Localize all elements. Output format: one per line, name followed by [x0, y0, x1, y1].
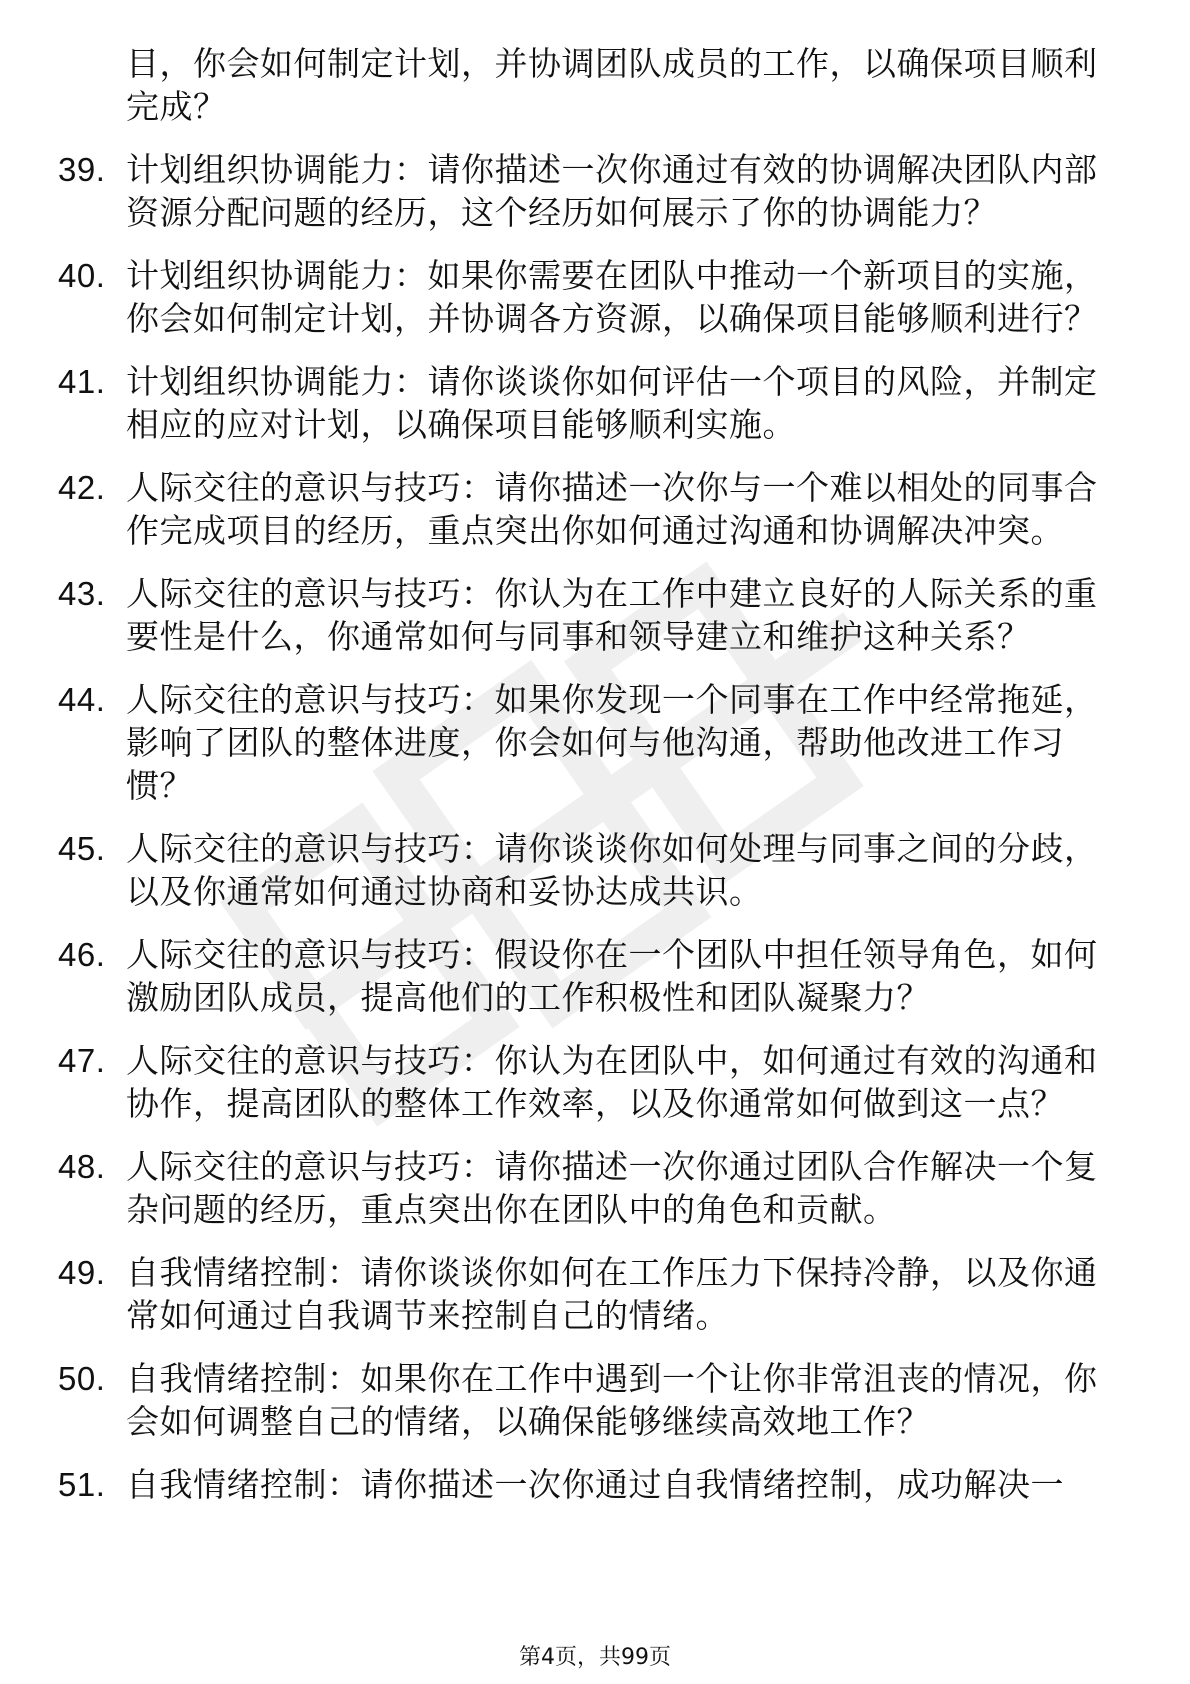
- question-text: 计划组织协调能力：如果你需要在团队中推动一个新项目的实施，你会如何制定计划，并协调各方资源，以确保项目能够顺利进行？: [126, 256, 1098, 338]
- list-item: [0, 466, 1190, 552]
- question-number: 51.: [58, 1466, 106, 1503]
- list-item: [0, 1251, 1190, 1337]
- question-text: 人际交往的意识与技巧：请你描述一次你与一个难以相处的同事合作完成项目的经历，重点突出你如何通过沟通和协调解决冲突。: [126, 468, 1098, 550]
- list-item: [0, 1463, 1190, 1506]
- question-text: 计划组织协调能力：请你描述一次你通过有效的协调解决团队内部资源分配问题的经历，这个经历如何展示了你的协调能力？: [126, 150, 1098, 232]
- question-text: 人际交往的意识与技巧：如果你发现一个同事在工作中经常拖延，影响了团队的整体进度，你会如何与他沟通，帮助他改进工作习惯？: [126, 680, 1098, 805]
- question-text: 自我情绪控制：请你描述一次你通过自我情绪控制，成功解决一: [126, 1465, 1064, 1504]
- question-number: 46.: [58, 936, 106, 973]
- question-number: 40.: [58, 257, 106, 294]
- question-list: [0, 42, 1190, 1526]
- question-number: 44.: [58, 681, 106, 718]
- list-item: [0, 1357, 1190, 1443]
- question-number: 41.: [58, 363, 106, 400]
- page-footer: 第4页，共99页: [519, 1645, 671, 1670]
- list-item-continuation: [0, 42, 1190, 128]
- question-number: 48.: [58, 1148, 106, 1185]
- question-number: 39.: [58, 151, 106, 188]
- list-item: [0, 254, 1190, 340]
- question-text: 人际交往的意识与技巧：请你描述一次你通过团队合作解决一个复杂问题的经历，重点突出你在团队中的角色和贡献。: [126, 1147, 1098, 1229]
- list-item: [0, 678, 1190, 807]
- question-number: 50.: [58, 1360, 106, 1397]
- question-number: 49.: [58, 1254, 106, 1291]
- question-number: 45.: [58, 830, 106, 867]
- question-text: 人际交往的意识与技巧：你认为在工作中建立良好的人际关系的重要性是什么，你通常如何与同事和领导建立和维护这种关系？: [126, 574, 1098, 656]
- question-text: 计划组织协调能力：请你谈谈你如何评估一个项目的风险，并制定相应的应对计划，以确保项目能够顺利实施。: [126, 362, 1098, 444]
- question-text: 自我情绪控制：请你谈谈你如何在工作压力下保持冷静，以及你通常如何通过自我调节来控制自己的情绪。: [126, 1253, 1098, 1335]
- list-item: [0, 933, 1190, 1019]
- question-text: 人际交往的意识与技巧：请你谈谈你如何处理与同事之间的分歧，以及你通常如何通过协商和妥协达成共识。: [126, 829, 1098, 911]
- question-text: 自我情绪控制：如果你在工作中遇到一个让你非常沮丧的情况，你会如何调整自己的情绪，以确保能够继续高效地工作？: [126, 1359, 1098, 1441]
- question-text: 目，你会如何制定计划，并协调团队成员的工作，以确保项目顺利完成？: [126, 44, 1098, 126]
- list-item: [0, 827, 1190, 913]
- question-number: 42.: [58, 469, 106, 506]
- question-text: 人际交往的意识与技巧：你认为在团队中，如何通过有效的沟通和协作，提高团队的整体工作效率，以及你通常如何做到这一点？: [126, 1041, 1098, 1123]
- question-number: 47.: [58, 1042, 106, 1079]
- question-number: 43.: [58, 575, 106, 612]
- list-item: [0, 1145, 1190, 1231]
- question-text: 人际交往的意识与技巧：假设你在一个团队中担任领导角色，如何激励团队成员，提高他们的工作积极性和团队凝聚力？: [126, 935, 1098, 1017]
- list-item: [0, 1039, 1190, 1125]
- list-item: [0, 148, 1190, 234]
- list-item: [0, 572, 1190, 658]
- list-item: [0, 360, 1190, 446]
